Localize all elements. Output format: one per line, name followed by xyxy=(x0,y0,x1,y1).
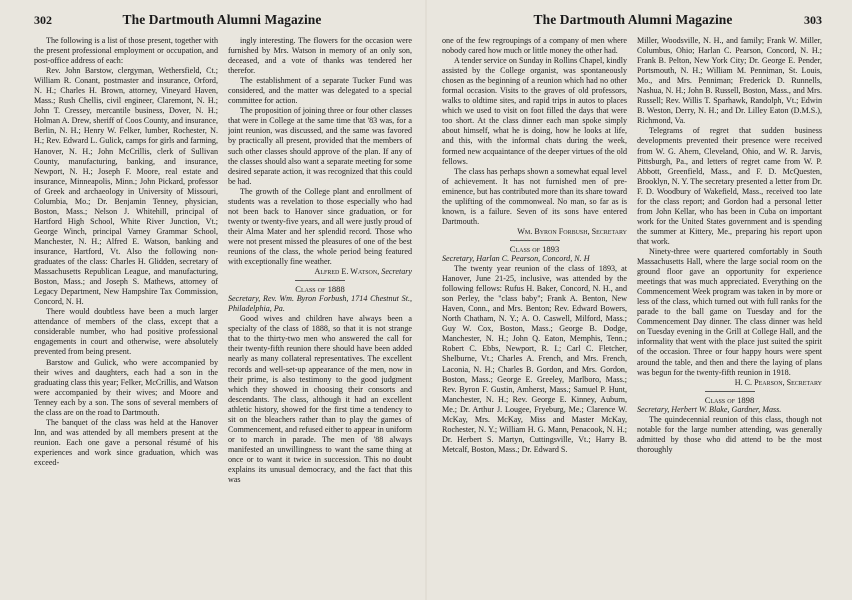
paragraph: ingly interesting. The flowers for the occasion were furnished by Mrs. Watson in memory of an only son, deceased, and a vote of thanks was tendered her therefor. xyxy=(228,36,412,76)
signature: H. C. Pearson, Secretary xyxy=(734,377,822,387)
column-left xyxy=(442,36,627,596)
page-header xyxy=(442,12,822,30)
paragraph: Rev. John Barstow, clergyman, Wethersfield, Ct.; William R. Conant, postmaster and insurance, Orford, N. H.; Charles H. Brown, attorney, Vineyard Haven, Mass.; Rush Chellis, civil engineer, Claremont, N. H.; John T. Cressey, mercantile business, Dover, N. H.; Holman A. Drew, sheriff of Coos County, and insurance, Berlin, N. H.; Henry W. Felker, lumber, Rochester, N. H.; Rev. Edward L. Gulick, camps for girls and farming, Hanover, N. H.; John McCrillis, clerk of Sullivan County, manufacturing, banking, and insurance, Newport, N. H.; Joseph F. Moore, real estate and insurance, Minneapolis, Minn.; John Pickard, professor of Greek and archaeology in University of Missouri, Columbia, Mo.; Dr. Benjamin Tenney, physician, Boston, Mass.; Nelson J. Whitehill, principal of Hartford High School, White River Junction, Vt.; George Winch, principal Varney Grammar School, Manchester, N. H.; Alfred E. Watson, banking and insurance, Hartford, Vt. Also the following non-graduates of the class: Charles H. Glidden, secretary of Massachusetts Republican League, and manufacturing, Boston, Mass.; and Joseph S. Mathews, attorney of Legacy Department, New Hampshire Tax Commission, Concord, N. H. xyxy=(34,66,218,307)
paragraph: Telegrams of regret that sudden business developments prevented their presence were received from W. G. Ahern, Cleveland, Ohio, and W. R. Jarvis, Pittsburgh, Pa., and letters of regret came from W. P. Abbott, Greenfield, Mass., and F. D. McQuesten, Brooklyn, N. Y. The secretary presented a letter from Dr. F. D. Woodbury of Wakefield, Mass., received too late for the class report; and Gordon had a personal letter from John Kellar, who has been in Cuba on important work for the United States government and is spending the summer at Kittery, Me., preparing his report upon that work. xyxy=(637,126,822,246)
paragraph: Ninety-three were quartered comfortably in South Massachusetts Hall, where the large social room on the ground floor gave an opportunity for experience meetings that was much appreciated. Everything on the Commencement Week program was taken in by more or less of the class, which turned out with full ranks for the parade to the ball game on Tuesday and for the Commencement Day dinner. The class dinner was held on Tuesday evening in the Grill at College Hall, and the informality that went with the place just suited the spirit of the occasion. Three or four happy hours were spent around the table, and then and there the laying of plans was begun for the twenty-fifth reunion in 1918. xyxy=(637,246,822,377)
section-divider xyxy=(510,240,560,241)
paragraph: The establishment of a separate Tucker Fund was considered, and the matter was delegated to a special committee for action. xyxy=(228,76,412,106)
signature-role: Secretary xyxy=(381,267,412,277)
section-divider xyxy=(705,391,755,392)
section-secretary: Secretary, Herbert W. Blake, Gardner, Mass. xyxy=(637,404,782,414)
section-heading: Class of 1893 xyxy=(509,243,560,254)
paragraph: Miller, Woodsville, N. H., and family; Frank W. Miller, Columbus, Ohio; Harlan C. Pearson, Concord, N. H.; Frank B. Pelton, New York City; Dr. George E. Pender, Portsmouth, N. H.; William M. Penniman, St. Louis, Mo., and Mrs. Penniman; Frederick D. Runnells, Nashua, N. H.; John B. Russell, Boston, Mass., and Mrs. Russell; Rev. Willis T. Sparhawk, Randolph, Vt.; Edwin B. Weston, Derry, N. H.; and Dr. Lilley Eaton (D.M.S.), Richmond, Va. xyxy=(637,36,822,126)
magazine-title: The Dartmouth Alumni Magazine xyxy=(533,12,733,27)
paragraph: The twenty year reunion of the class of 1893, at Hanover, June 21-25, inclusive, was attended by the following fellows: Rufus H. Baker, Concord, N. H., and son Perley, the "class baby"; Frank A. Benton, New Haven, Conn., and Mrs. Benton; Rev. Edward Bowers, North Chatham, N. Y.; A. O. Caswell, Milford, Mass.; Guy W. Cox, Boston, Mass.; George B. Dodge, Manchester, N. H.; John Q. Eaton, Memphis, Tenn.; Robert C. Ebbs, Newport, R. I.; Carl C. Fletcher, Shelburne, Vt.; Charles A. French, and Mrs. French, Laconia, N. H.; Charles B. Gordon, and Mrs. Gordon, Boston, Mass.; George E. Greeley, Marlboro, Mass.; Rev. Byron F. Gustin, Amherst, Mass.; Samuel P. Hunt, Manchester, N. H.; Rev. George E. Kinney, Auburn, Me.; Dr. Arthur J. Lougee, Fryeburg, Me.; Clarence W. McKay, Mrs. McKay, Miss and Master McKay, Rochester, N. Y.; William H. G. Mann, Penacook, N. H.; Dr. Herbert S. Martyn, Cuttingsville, Vt.; Harry B. Metcalf, Boston, Mass.; Dr. Edward S. xyxy=(442,264,627,454)
paragraph: The growth of the College plant and enrollment of students was a revelation to those especially who had not been back to Hanover since graduation, or for twenty or twenty-five years, and all were justly proud of their Alma Mater and her splendid record. Those who were not present missed the pleasures of one of the best reunions of the class, the whole period being featured with exceptionally fine weather. xyxy=(228,186,412,267)
section-heading: Class of 1898 xyxy=(704,394,755,405)
paragraph: Barstow and Gulick, who were accompanied by their wives and daughters, each had a son in the graduating class this year; Felker, McCrillis, and Watson were accompanied by their wives; and Moore and Tenney each by a son. The sons of several members of the class are on the road to Dartmouth. xyxy=(34,357,218,417)
signature: Wm. Byron Forbush, Secretary xyxy=(517,226,627,236)
column-right xyxy=(637,36,822,596)
signature-name: Alfred E. Watson, xyxy=(314,267,380,277)
page-number: 302 xyxy=(34,13,52,27)
magazine-title: The Dartmouth Alumni Magazine xyxy=(122,12,322,27)
paragraph: The banquet of the class was held at the Hanover Inn, and was attended by all members present at the reunion. Each one gave a personal résumé of his experiences and work since graduation, which was exceed- xyxy=(34,417,218,467)
right-page xyxy=(426,0,852,600)
column-left xyxy=(34,36,218,596)
page-number: 303 xyxy=(804,13,822,27)
section-heading: Class of 1888 xyxy=(295,284,345,295)
paragraph: The class has perhaps shown a somewhat equal level of achievement. It has not furnished men of pre-eminence, but has contributed more than its share toward the uplifting of the commonweal. No man, so far as is known, is a failure. Seven of its sons have entered Dartmouth. xyxy=(442,166,627,226)
text-columns xyxy=(34,36,412,596)
paragraph: one of the few regroupings of a company of men where nobody cared how much or little money the other had. xyxy=(442,36,627,56)
signature xyxy=(228,267,412,277)
paragraph: The quindecennial reunion of this class, though not notable for the large number attending, was generally admitted by those who did attend to be the most thoroughly xyxy=(637,414,822,454)
text-columns xyxy=(442,36,822,596)
column-right xyxy=(228,36,412,596)
section-divider xyxy=(295,280,345,281)
paragraph: A tender service on Sunday in Rollins Chapel, kindly assisted by the College organist, was spontaneously chosen as the beginning of a reunion which had no other formal occasion. Visits to the graves of old professors, walks to oldtime sites, and rapid trips in autos to places which we used to visit on foot filled the days that were too short. At the class dinner each man spoke simply about himself, what he is doing, how he looks at life, and this, with the informal chats during the week, formed new acquaintance of the deeper virtues of the old fellows. xyxy=(442,56,627,166)
paragraph: There would doubtless have been a much larger attendance of members of the class, except that a considerable number, who had positive professional engagements in court and otherwise, were absolutely prevented from being present. xyxy=(34,307,218,357)
paragraph: The proposition of joining three or four other classes that were in College at the same time that '83 was, for a joint reunion, was discussed, and the same was favored by practically all present, provided that the members of such other classes should approve of the plan. If any of the classes should also want a separate meeting for some desired separate action, it was recognized that this could be had. xyxy=(228,106,412,186)
section-secretary: Secretary, Rev. Wm. Byron Forbush, 1714 Chestnut St., Philadelphia, Pa. xyxy=(228,294,412,314)
paragraph: The following is a list of those present, together with the present professional employment or occupation, and post-office address of each: xyxy=(34,36,218,66)
page-header xyxy=(34,12,412,30)
paragraph: Good wives and children have always been a specialty of the class of 1888, so that it is not strange that to the thirty-two men who answered the call for their twenty-fifth reunion there should have been added nearly as many collateral representatives. The excellent records and well-set-up appearance of the men, now in their prime, is also testimony to the good judgment which they showed in choosing their consorts and descendants. The class, although it had an excellent athletic history, showed for the first time a tendency to sit on the bleachers rather than to play the games of Commencement, and refused either to appear in uniform or to march in parade. The men of '88 always manifested an unwillingness to want the same thing at once or to want it twice in succession. This no doubt explains its unusual democracy, and the fact that this was xyxy=(228,314,412,485)
section-secretary: Secretary, Harlan C. Pearson, Concord, N. H xyxy=(442,253,590,263)
